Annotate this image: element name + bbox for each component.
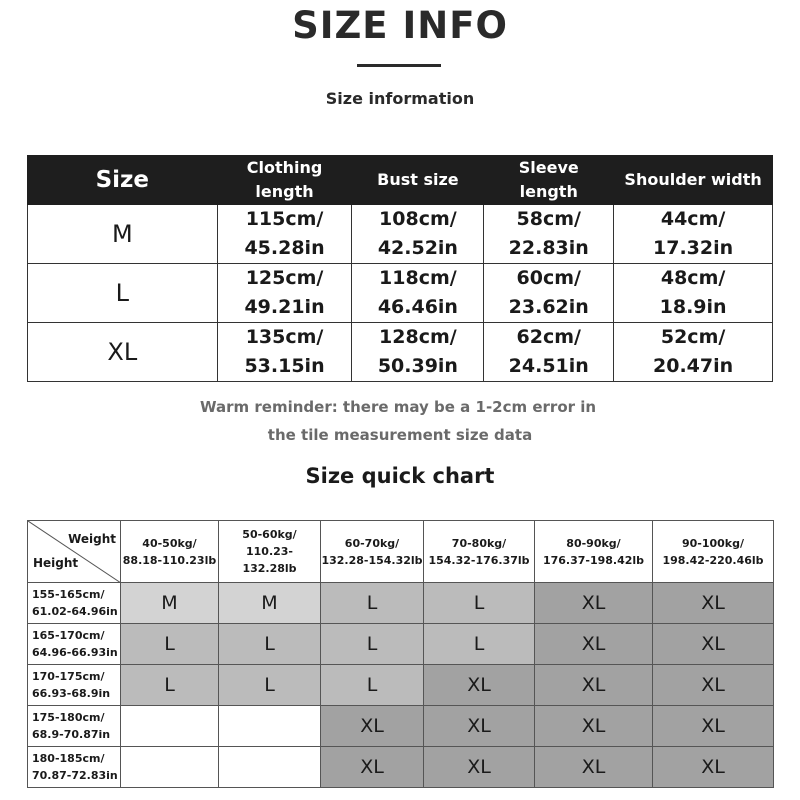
size-recommendation-cell: L bbox=[424, 624, 535, 665]
warm-reminder-note bbox=[0, 393, 800, 449]
height-range-cell: 180-185cm/ 70.87-72.83in bbox=[28, 747, 121, 788]
page-subtitle: Size information bbox=[325, 89, 475, 108]
table-row bbox=[28, 583, 774, 624]
height-range-cell: 165-170cm/ 64.96-66.93in bbox=[28, 624, 121, 665]
measurement-cell: 135cm/ 53.15in bbox=[217, 323, 352, 382]
table-row bbox=[28, 665, 774, 706]
size-recommendation-cell bbox=[121, 747, 219, 788]
size-recommendation-cell: M bbox=[219, 583, 321, 624]
measurement-cell: 48cm/ 18.9in bbox=[614, 264, 773, 323]
size-recommendation-cell: L bbox=[121, 665, 219, 706]
size-recommendation-cell: L bbox=[219, 665, 321, 706]
size-recommendation-cell bbox=[121, 706, 219, 747]
size-recommendation-cell: XL bbox=[535, 583, 653, 624]
height-axis-label: Height bbox=[33, 556, 79, 570]
size-recommendation-cell: XL bbox=[321, 706, 424, 747]
size-recommendation-cell: M bbox=[121, 583, 219, 624]
column-header-clothing-length: Clothing length bbox=[217, 156, 352, 205]
table-row bbox=[28, 264, 773, 323]
height-range-cell: 170-175cm/ 66.93-68.9in bbox=[28, 665, 121, 706]
height-range-cell: 175-180cm/ 68.9-70.87in bbox=[28, 706, 121, 747]
size-recommendation-cell: L bbox=[321, 665, 424, 706]
measurement-cell: 125cm/ 49.21in bbox=[217, 264, 352, 323]
column-header-bust-size: Bust size bbox=[352, 156, 484, 205]
size-recommendation-cell: XL bbox=[653, 706, 774, 747]
size-recommendation-cell: L bbox=[321, 583, 424, 624]
size-label-xl: XL bbox=[28, 323, 218, 382]
size-recommendation-cell: XL bbox=[321, 747, 424, 788]
size-label-m: M bbox=[28, 205, 218, 264]
measurement-cell: 44cm/ 17.32in bbox=[614, 205, 773, 264]
size-recommendation-cell: XL bbox=[653, 747, 774, 788]
page-title: SIZE INFO bbox=[292, 4, 508, 47]
measurement-cell: 52cm/ 20.47in bbox=[614, 323, 773, 382]
weight-header: 90-100kg/ 198.42-220.46lb bbox=[653, 521, 774, 583]
size-recommendation-cell: XL bbox=[424, 747, 535, 788]
measurement-cell: 58cm/ 22.83in bbox=[484, 205, 614, 264]
size-recommendation-cell: XL bbox=[424, 665, 535, 706]
size-recommendation-cell: L bbox=[321, 624, 424, 665]
measurement-cell: 128cm/ 50.39in bbox=[352, 323, 484, 382]
column-header-shoulder-width: Shoulder width bbox=[614, 156, 773, 205]
size-recommendation-cell: XL bbox=[535, 665, 653, 706]
measurement-cell: 60cm/ 23.62in bbox=[484, 264, 614, 323]
measurement-cell: 118cm/ 46.46in bbox=[352, 264, 484, 323]
measurement-cell: 115cm/ 45.28in bbox=[217, 205, 352, 264]
size-recommendation-cell: L bbox=[219, 624, 321, 665]
column-header-size: Size bbox=[28, 156, 218, 205]
quick-chart-title: Size quick chart bbox=[305, 464, 495, 488]
weight-header: 80-90kg/ 176.37-198.42lb bbox=[535, 521, 653, 583]
weight-header: 70-80kg/ 154.32-176.37lb bbox=[424, 521, 535, 583]
measurement-cell: 62cm/ 24.51in bbox=[484, 323, 614, 382]
height-range-cell: 155-165cm/ 61.02-64.96in bbox=[28, 583, 121, 624]
size-recommendation-cell bbox=[219, 747, 321, 788]
corner-header bbox=[28, 521, 121, 583]
size-recommendation-cell: XL bbox=[535, 747, 653, 788]
table-row bbox=[28, 323, 773, 382]
table-row bbox=[28, 205, 773, 264]
weight-header: 40-50kg/ 88.18-110.23lb bbox=[121, 521, 219, 583]
size-recommendation-cell: XL bbox=[653, 665, 774, 706]
size-quick-chart bbox=[27, 520, 774, 788]
size-recommendation-cell: XL bbox=[653, 583, 774, 624]
size-recommendation-cell: XL bbox=[535, 624, 653, 665]
size-label-l: L bbox=[28, 264, 218, 323]
weight-header: 60-70kg/ 132.28-154.32lb bbox=[321, 521, 424, 583]
table-row bbox=[28, 747, 774, 788]
column-header-sleeve-length: Sleeve length bbox=[484, 156, 614, 205]
measurement-cell: 108cm/ 42.52in bbox=[352, 205, 484, 264]
size-recommendation-cell: XL bbox=[424, 706, 535, 747]
size-info-header-row bbox=[28, 156, 773, 205]
size-recommendation-cell: XL bbox=[653, 624, 774, 665]
reminder-line-2: the tile measurement size data bbox=[267, 426, 533, 444]
weight-header-row bbox=[28, 521, 774, 583]
size-recommendation-cell: L bbox=[424, 583, 535, 624]
title-underline bbox=[357, 64, 441, 67]
weight-axis-label: Weight bbox=[68, 532, 116, 546]
size-info-table bbox=[27, 155, 773, 382]
reminder-line-1: Warm reminder: there may be a 1-2cm error in bbox=[200, 398, 597, 416]
size-recommendation-cell bbox=[219, 706, 321, 747]
table-row bbox=[28, 706, 774, 747]
size-recommendation-cell: XL bbox=[535, 706, 653, 747]
size-recommendation-cell: L bbox=[121, 624, 219, 665]
table-row bbox=[28, 624, 774, 665]
weight-header: 50-60kg/ 110.23-132.28lb bbox=[219, 521, 321, 583]
